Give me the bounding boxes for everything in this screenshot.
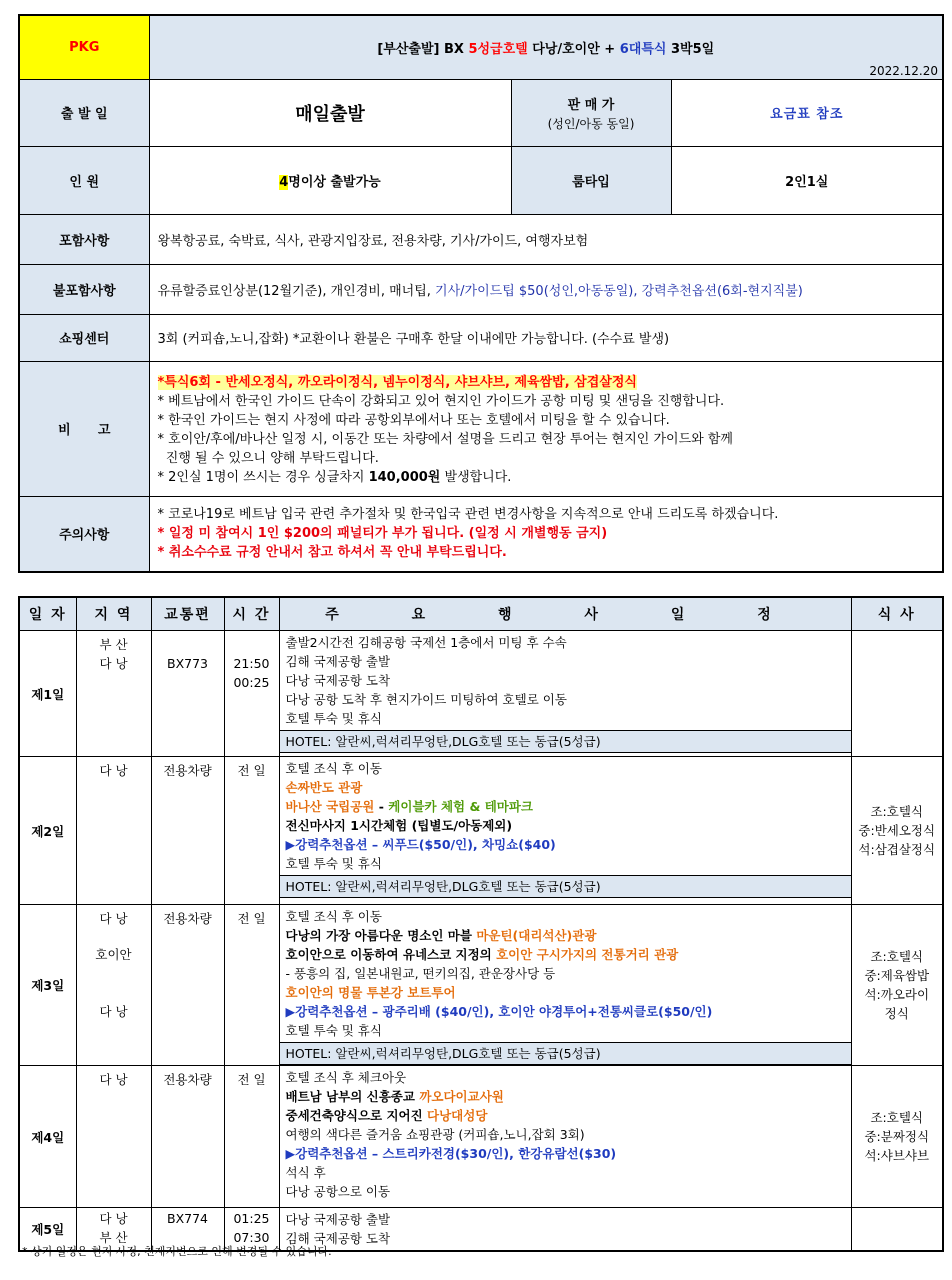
meals: 조:호텔식 중:분짜정식 석:샤브샤브 [851,1066,943,1208]
remark-line: * 한국인 가이드는 현지 사정에 따라 공항외부에서나 또는 호텔에서 미팅을 할 수 있습니다. [157,412,670,428]
meals: 조:호텔식 중:반세오정식 석:삼겹살정식 [851,757,943,905]
remark-line: * 호이안/후에/바나산 일정 시, 이동간 또는 차량에서 설명을 드리고 현장 투어는 현지인 가이드와 함께 [157,431,733,447]
people-label: 인 원 [19,146,149,214]
price-value: 요금표 참조 [671,79,943,146]
col-header-transport: 교통편 [151,597,224,631]
caution-line: * 취소수수료 규정 안내서 참고 하셔서 꼭 안내 부탁드립니다. [157,545,507,561]
people-value: 4명이상 출발가능 [149,146,511,214]
region: 부 산 다 낭 [76,631,151,757]
col-header-meals: 식 사 [851,597,943,631]
exclude-label: 불포함사항 [19,264,149,314]
include-label: 포함사항 [19,214,149,264]
region: 다 낭 호이안 다 낭 [76,905,151,1066]
time: 전 일 [224,905,279,1066]
pkg-badge: PKG [19,15,149,79]
hotel-info: HOTEL: 알란씨,럭셔리무엉탄,DLG호텔 또는 동급(5성급) [280,730,851,753]
day-row [19,905,943,1066]
flight-number: BX774 [151,1208,224,1252]
col-header-schedule: 주 요 행 사 일 정 [279,597,851,631]
caution-line: * 일정 미 참여시 1인 $200의 패널티가 부가 됩니다. (일정 시 개별행동 금지) [157,526,608,542]
schedule: 다낭 국제공항 출발 김해 국제공항 도착 [279,1208,851,1252]
day-row [19,631,943,757]
hotel-info: HOTEL: 알란씨,럭셔리무엉탄,DLG호텔 또는 동급(5성급) [280,875,851,898]
schedule: 호텔 조식 후 이동 다낭의 가장 아름다운 명소인 마블 마운틴(대리석산)관광 호이안으로 이동하여 유네스코 지정의 호이안 구시가지의 전통거리 관광 - 풍흥의 집, 일본내원교, 떤키의집, 관운장사당 등 호이안의 명물 투본강 보트투어 ▶강력추천옵션 – 광주리배 ($40/인), 호이안 야경투어+전통씨클로($50/인) 호텔 투숙 및 휴식 HOTEL: 알란씨,럭셔리무엉탄,DLG호텔 또는 동급(5성급) [279,905,851,1066]
exclude-value: 유류할증료인상분(12월기준), 개인경비, 매너팁, 기사/가이드팁 $50(성인,아동동일), 강력추천옵션(6회-현지직불) [149,264,943,314]
day-label: 제4일 [19,1066,76,1208]
itinerary-table [18,596,944,1252]
day-label: 제1일 [19,631,76,757]
room-value: 2인1실 [671,146,943,214]
transport: 전용차량 [151,905,224,1066]
caution-label: 주의사항 [19,496,149,572]
remark-line: 진행 될 수 있으니 양해 부탁드립니다. [157,450,379,466]
remarks-content [149,361,943,496]
flight-number: BX773 [151,631,224,757]
include-value: 왕복항공료, 숙박료, 식사, 관광지입장료, 전용차량, 기사/가이드, 여행자보험 [149,214,943,264]
remark-line: * 베트남에서 한국인 가이드 단속이 강화되고 있어 현지인 가이드가 공항 미팅 및 샌딩을 진행합니다. [157,393,725,409]
shopping-value: 3회 (커피숍,노니,잡화) *교환이나 환불은 구매후 한달 이내에만 가능합니다. (수수료 발생) [149,314,943,361]
meals [851,631,943,757]
day-label: 제5일 [19,1208,76,1252]
time: 전 일 [224,757,279,905]
caution-line: * 코로나19로 베트남 입국 관련 추가절차 및 한국입국 관련 변경사항을 지속적으로 안내 드리도록 하겠습니다. [157,507,779,523]
meals [851,1208,943,1252]
day-row [19,757,943,905]
remarks-label: 비 고 [19,361,149,496]
price-label: 판 매 가 (성인/아동 동일) [511,79,671,146]
hotel-info: HOTEL: 알란씨,럭셔리무엉탄,DLG호텔 또는 동급(5성급) [280,1042,851,1065]
time: 21:50 00:25 [224,631,279,757]
day-label: 제3일 [19,905,76,1066]
issue-date: 2022.12.20 [869,63,939,78]
shopping-label: 쇼핑센터 [19,314,149,361]
day-row [19,1066,943,1208]
schedule: 호텔 조식 후 체크아웃 배트남 남부의 신흥종교 까오다이교사원 중세건축양식으로 지어진 다낭대성당 여행의 색다른 즐거움 쇼핑관광 (커피숍,노니,잡회 3회) ▶강력추천옵션 – 스트리카전경($30/인), 한강유람선($30) 석식 후 다낭 공항으로 이동 [279,1066,851,1208]
remark-line: * 2인실 1명이 쓰시는 경우 싱글차지 140,000원 발생합니다. [157,469,512,485]
package-title: [부산출발] BX 5성급호텔 다낭/호이안 + 6대특식 3박5일 2022.12.20 [149,15,943,79]
footnote: * 상기 일정은 현지 사정, 천재지변으로 인해 변경될 수 있습니다. [22,1245,332,1258]
region: 다 낭 [76,757,151,905]
meals: 조:호텔식 중:제육쌈밥 석:까오라이 정식 [851,905,943,1066]
caution-content [149,496,943,572]
time: 01:25 07:30 [224,1208,279,1252]
special-meals-note: *특식6회 - 반세오정식, 까오라이정식, 넴누이정식, 샤브샤브, 제육쌈밥, 삼겹살정식 [157,374,637,390]
region: 다 낭 부 산 [76,1208,151,1252]
transport: 전용차량 [151,1066,224,1208]
region: 다 낭 [76,1066,151,1208]
depart-label: 출 발 일 [19,79,149,146]
schedule: 출발2시간전 김해공항 국제선 1층에서 미팅 후 수속 김해 국제공항 출발 다낭 국제공항 도착 다낭 공항 도착 후 현지가이드 미팅하여 호텔로 이동 호텔 투숙 및 휴식 HOTEL: 알란씨,럭셔리무엉탄,DLG호텔 또는 동급(5성급) [279,631,851,757]
package-info-table [18,14,944,573]
room-label: 룸타입 [511,146,671,214]
col-header-time: 시 간 [224,597,279,631]
depart-value: 매일출발 [149,79,511,146]
day-label: 제2일 [19,757,76,905]
schedule: 호텔 조식 후 이동 손짜반도 관광 바나산 국립공원 - 케이블카 체험 & 테마파크 전신마사지 1시간체험 (팁별도/아동제외) ▶강력추천옵션 – 씨푸드($50/인), 차밍쇼($40) 호텔 투숙 및 휴식 HOTEL: 알란씨,럭셔리무엉탄,DLG호텔 또는 동급(5성급) [279,757,851,905]
col-header-region: 지 역 [76,597,151,631]
time: 전 일 [224,1066,279,1208]
col-header-day: 일 자 [19,597,76,631]
transport: 전용차량 [151,757,224,905]
